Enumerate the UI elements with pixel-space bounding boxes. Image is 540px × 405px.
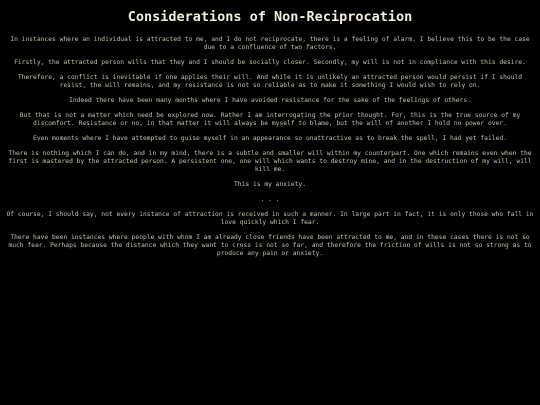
paragraph-1: In instances where an individual is attracted to me, and I do not reciprocate, there is a feeling of alarm. I believe this to be the case due to a confluence of two factors. xyxy=(10,36,530,51)
paragraph-8: This is my anxiety. xyxy=(233,181,307,188)
paragraph-5: But that is not a matter which need be explored now. Rather I am interrogating the prior thought. For, this is the true source of my discomfort. Resistance or no, in that matter it will always be myself to blame, but the will of another I hold no power over. xyxy=(19,112,521,127)
paragraph-3: Therefore, a conflict is inevitable if one applies their will. And while it is unlikely an attracted person would persist if I should resist, the will remains, and my resistance is not so reliable as to make it something I would wish to rely on. xyxy=(17,74,523,89)
paragraph-4: Indeed there have been many months where I have avoided resistance for the sake of the feelings of others. xyxy=(69,97,471,104)
paragraph-10: There have been instances where people with whom I am already close friends have been attracted to me, and in these cases there is not so much fear. Perhaps because the distance which they want to cross is not so far, and therefore the friction of wills is not so strong as to produce any pain or anxiety. xyxy=(8,234,532,257)
paragraph-9: Of course, I should say, not every instance of attraction is received in such a manner. In large part in fact, it is only those who fall in love quickly which I fear. xyxy=(6,211,534,226)
paragraph-2: Firstly, the attracted person wills that they and I should be socially closer. Secondly, my will is not in compliance with this desire. xyxy=(14,59,526,66)
section-break: . . . xyxy=(260,196,280,203)
page-title: Considerations of Non-Reciprocation xyxy=(127,9,413,25)
paragraph-6: Even moments where I have attempted to guise myself in an appearance so unattractive as to break the spell, I had yet failed. xyxy=(33,135,507,142)
paragraph-7: There is nothing which I can do, and in my mind, there is a subtle and smaller will within my counterpart. One which remains even when the first is mastered by the attracted person. A persistent one, one will which wants to destroy mine, and in the destruction of my will, will kill me. xyxy=(8,150,532,173)
